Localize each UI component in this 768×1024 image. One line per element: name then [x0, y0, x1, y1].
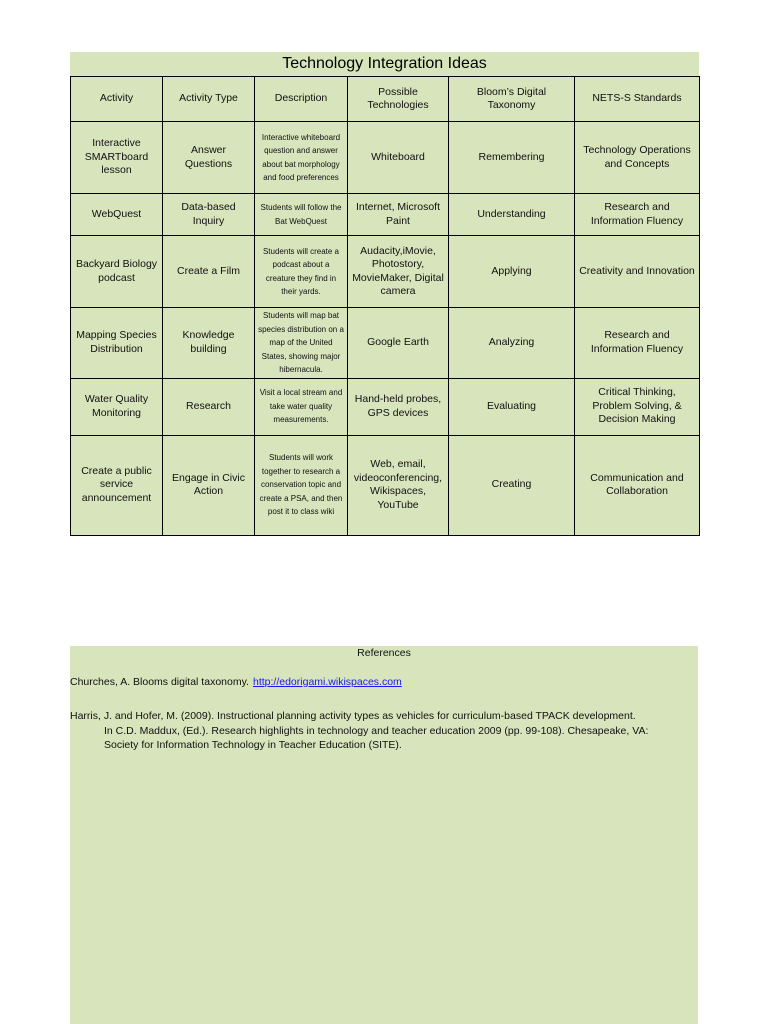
cell-description: Students will create a podcast about a creature they find in their yards. — [255, 236, 348, 308]
cell-description: Students will map bat species distribution on a map of the United States, showing major hibernacula. — [255, 308, 348, 379]
column-header: NETS-S Standards — [575, 77, 700, 122]
table-header-row — [71, 77, 700, 122]
table-row — [71, 378, 700, 435]
cell-nets-standard: Technology Operations and Concepts — [575, 122, 700, 194]
cell-technologies: Hand-held probes, GPS devices — [348, 378, 449, 435]
cell-nets-standard: Creativity and Innovation — [575, 236, 700, 308]
cell-technologies: Whiteboard — [348, 122, 449, 194]
cell-bloom-level: Evaluating — [449, 378, 575, 435]
cell-technologies: Audacity,iMovie, Photostory, MovieMaker, Digital camera — [348, 236, 449, 308]
column-header: Description — [255, 77, 348, 122]
spreadsheet-table-area — [70, 52, 699, 536]
cell-technologies: Google Earth — [348, 308, 449, 379]
reference-link[interactable]: http://edorigami.wikispaces.com — [252, 676, 402, 688]
cell-activity: WebQuest — [71, 194, 163, 236]
cell-description: Interactive whiteboard question and answer about bat morphology and food preferences — [255, 122, 348, 194]
references-heading: References — [357, 647, 411, 659]
table-row — [71, 122, 700, 194]
cell-activity-type: Create a Film — [163, 236, 255, 308]
cell-nets-standard: Research and Information Fluency — [575, 308, 700, 379]
reference-text: Churches, A. Blooms digital taxonomy. — [70, 676, 249, 688]
reference-line: Harris, J. and Hofer, M. (2009). Instructional planning activity types as vehicles for curriculum-based TPACK development. — [70, 710, 636, 722]
cell-technologies: Web, email, videoconferencing, Wikispaces, YouTube — [348, 435, 449, 535]
cell-activity: Interactive SMARTboard lesson — [71, 122, 163, 194]
cell-activity: Mapping Species Distribution — [71, 308, 163, 379]
cell-bloom-level: Applying — [449, 236, 575, 308]
table-row — [71, 194, 700, 236]
column-header: Bloom’s Digital Taxonomy — [449, 77, 575, 122]
reference-harris — [70, 709, 698, 753]
column-header: Activity Type — [163, 77, 255, 122]
cell-description: Students will follow the Bat WebQuest — [255, 194, 348, 236]
cell-activity-type: Answer Questions — [163, 122, 255, 194]
column-header: Activity — [71, 77, 163, 122]
technology-integration-table — [70, 76, 700, 536]
table-title: Technology Integration Ideas — [282, 55, 487, 72]
reference-churches — [70, 676, 402, 688]
cell-activity: Create a public service announcement — [71, 435, 163, 535]
table-row — [71, 236, 700, 308]
reference-line: Society for Information Technology in Teacher Education (SITE). — [104, 739, 402, 751]
table-row — [71, 435, 700, 535]
reference-line: In C.D. Maddux, (Ed.). Research highlights in technology and teacher education 2009 (pp. 99-108). Chesapeake, VA: — [104, 724, 649, 737]
cell-activity-type: Knowledge building — [163, 308, 255, 379]
cell-activity-type: Data-based Inquiry — [163, 194, 255, 236]
cell-technologies: Internet, Microsoft Paint — [348, 194, 449, 236]
cell-nets-standard: Critical Thinking, Problem Solving, & Decision Making — [575, 378, 700, 435]
column-header: Possible Technologies — [348, 77, 449, 122]
cell-activity-type: Engage in Civic Action — [163, 435, 255, 535]
table-row — [71, 308, 700, 379]
cell-nets-standard: Communication and Collaboration — [575, 435, 700, 535]
cell-bloom-level: Analyzing — [449, 308, 575, 379]
cell-activity: Backyard Biology podcast — [71, 236, 163, 308]
cell-description: Students will work together to research a conservation topic and create a PSA, and then post it to class wiki — [255, 435, 348, 535]
cell-bloom-level: Understanding — [449, 194, 575, 236]
cell-activity: Water Quality Monitoring — [71, 378, 163, 435]
references-area — [70, 646, 698, 1024]
cell-bloom-level: Remembering — [449, 122, 575, 194]
cell-bloom-level: Creating — [449, 435, 575, 535]
cell-activity-type: Research — [163, 378, 255, 435]
cell-description: Visit a local stream and take water quality measurements. — [255, 378, 348, 435]
cell-nets-standard: Research and Information Fluency — [575, 194, 700, 236]
